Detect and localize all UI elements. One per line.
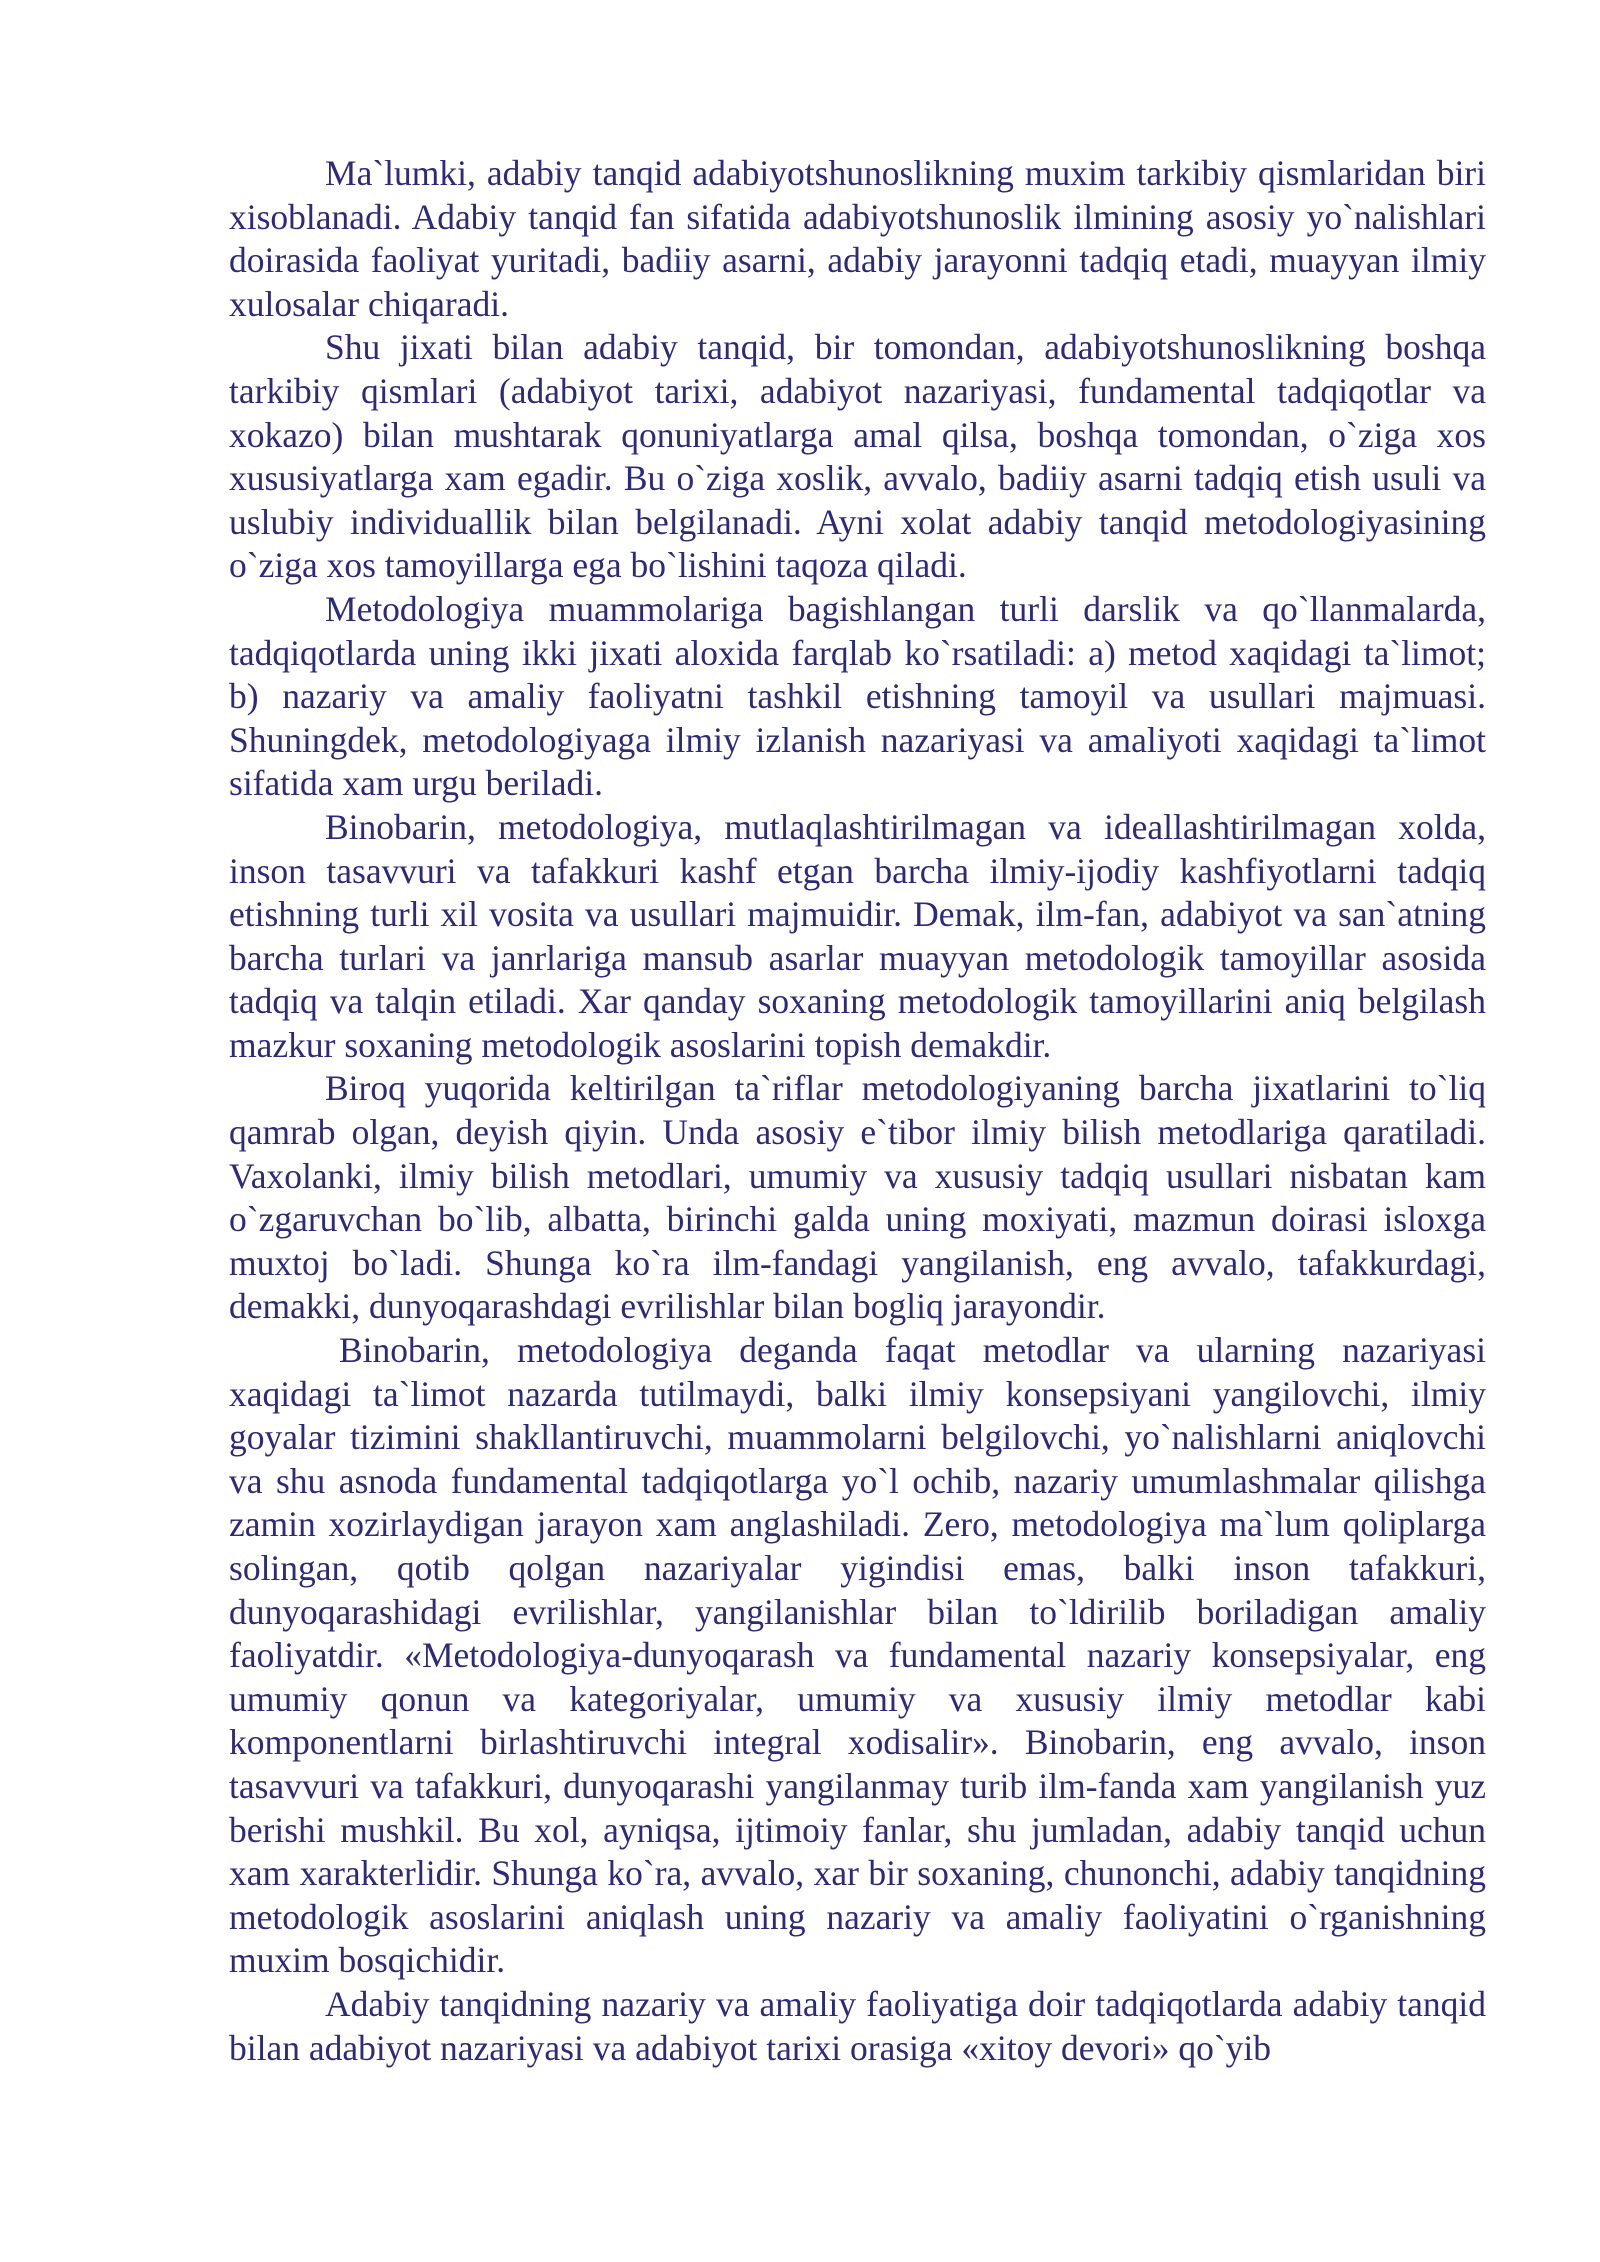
document-page: [229, 152, 1486, 2070]
paragraph-6: Binobarin, metodologiya deganda faqat metodlar va ularning nazariyasi xaqidagi ta`limot nazarda tutilmaydi, balki ilmiy konsepsiyani yangilovchi, ilmiy goyalar tizimini shakllantiruvchi, muammolarni belgilovchi, yo`nalishlarni aniqlovchi va shu asnoda fundamental tadqiqotlarga yo`l ochib, nazariy umumlashmalar qilishga zamin xozirlaydigan jarayon xam anglashiladi. Zero, metodologiya ma`lum qoliplarga solingan, qotib qolgan nazariyalar yigindisi emas, balki inson tafakkuri, dunyoqarashidagi evrilishlar, yangilanishlar bilan to`ldirilib boriladigan amaliy faoliyatdir. «Metodologiya-dunyoqarash va fundamental nazariy konsepsiyalar, eng umumiy qonun va kategoriyalar, umumiy va xususiy ilmiy metodlar kabi komponentlarni birlashtiruvchi integral xodisalir». Binobarin, eng avvalo, inson tasavvuri va tafakkuri, dunyoqarashi yangilanmay turib ilm-fanda xam yangilanish yuz berishi mushkil. Bu xol, ayniqsa, ijtimoiy fanlar, shu jumladan, adabiy tanqid uchun xam xarakterlidir. Shunga ko`ra, avvalo, xar bir soxaning, chunonchi, adabiy tanqidning metodologik asoslarini aniqlash uning nazariy va amaliy faoliyatini o`rganishning muxim bosqichidir.: [229, 1330, 1486, 1981]
paragraph-1: Ma`lumki, adabiy tanqid adabiyotshunoslikning muxim tarkibiy qismlaridan biri xisoblanadi. Adabiy tanqid fan sifatida adabiyotshunoslik ilmining asosiy yo`nalishlari doirasida faoliyat yuritadi, badiiy asarni, adabiy jarayonni tadqiq etadi, muayyan ilmiy xulosalar chiqaradi.: [229, 153, 1486, 324]
paragraph-7: Adabiy tanqidning nazariy va amaliy faoliyatiga doir tadqiqotlarda adabiy tanqid bilan adabiyot nazariyasi va adabiyot tarixi orasiga «xitoy devori» qo`yib: [229, 1983, 1486, 2068]
paragraph-5: Biroq yuqorida keltirilgan ta`riflar metodologiyaning barcha jixatlarini to`liq qamrab olgan, deyish qiyin. Unda asosiy e`tibor ilmiy bilish metodlariga qaratiladi. Vaxolanki, ilmiy bilish metodlari, umumiy va xususiy tadqiq usullari nisbatan kam o`zgaruvchan bo`lib, albatta, birinchi galda uning moxiyati, mazmun doirasi isloxga muxtoj bo`ladi. Shunga ko`ra ilm-fandagi yangilanish, eng avvalo, tafakkurdagi, demakki, dunyoqarashdagi evrilishlar bilan bogliq jarayondir.: [229, 1068, 1486, 1327]
paragraph-3: Metodologiya muammolariga bagishlangan turli darslik va qo`llanmalarda, tadqiqotlarda uning ikki jixati aloxida farqlab ko`rsatiladi: a) metod xaqidagi ta`limot; b) nazariy va amaliy faoliyatni tashkil etishning tamoyil va usullari majmuasi. Shuningdek, metodologiyaga ilmiy izlanish nazariyasi va amaliyoti xaqidagi ta`limot sifatida xam urgu beriladi.: [229, 588, 1486, 804]
paragraph-2: Shu jixati bilan adabiy tanqid, bir tomondan, adabiyotshunoslikning boshqa tarkibiy qismlari (adabiyot tarixi, adabiyot nazariyasi, fundamental tadqiqotlar va xokazo) bilan mushtarak qonuniyatlarga amal qilsa, boshqa tomondan, o`ziga xos xususiyatlarga xam egadir. Bu o`ziga xoslik, avvalo, badiiy asarni tadqiq etish usuli va uslubiy individuallik bilan belgilanadi. Ayni xolat adabiy tanqid metodologiyasining o`ziga xos tamoyillarga ega bo`lishini taqoza qiladi.: [229, 327, 1486, 586]
paragraph-4: Binobarin, metodologiya, mutlaqlashtirilmagan va ideallashtirilmagan xolda, inson tasavvuri va tafakkuri kashf etgan barcha ilmiy-ijodiy kashfiyotlarni tadqiq etishning turli xil vosita va usullari majmuidir. Demak, ilm-fan, adabiyot va san`atning barcha turlari va janrlariga mansub asarlar muayyan metodologik tamoyillar asosida tadqiq va talqin etiladi. Xar qanday soxaning metodologik tamoyillarini aniq belgilash mazkur soxaning metodologik asoslarini topish demakdir.: [229, 806, 1486, 1065]
